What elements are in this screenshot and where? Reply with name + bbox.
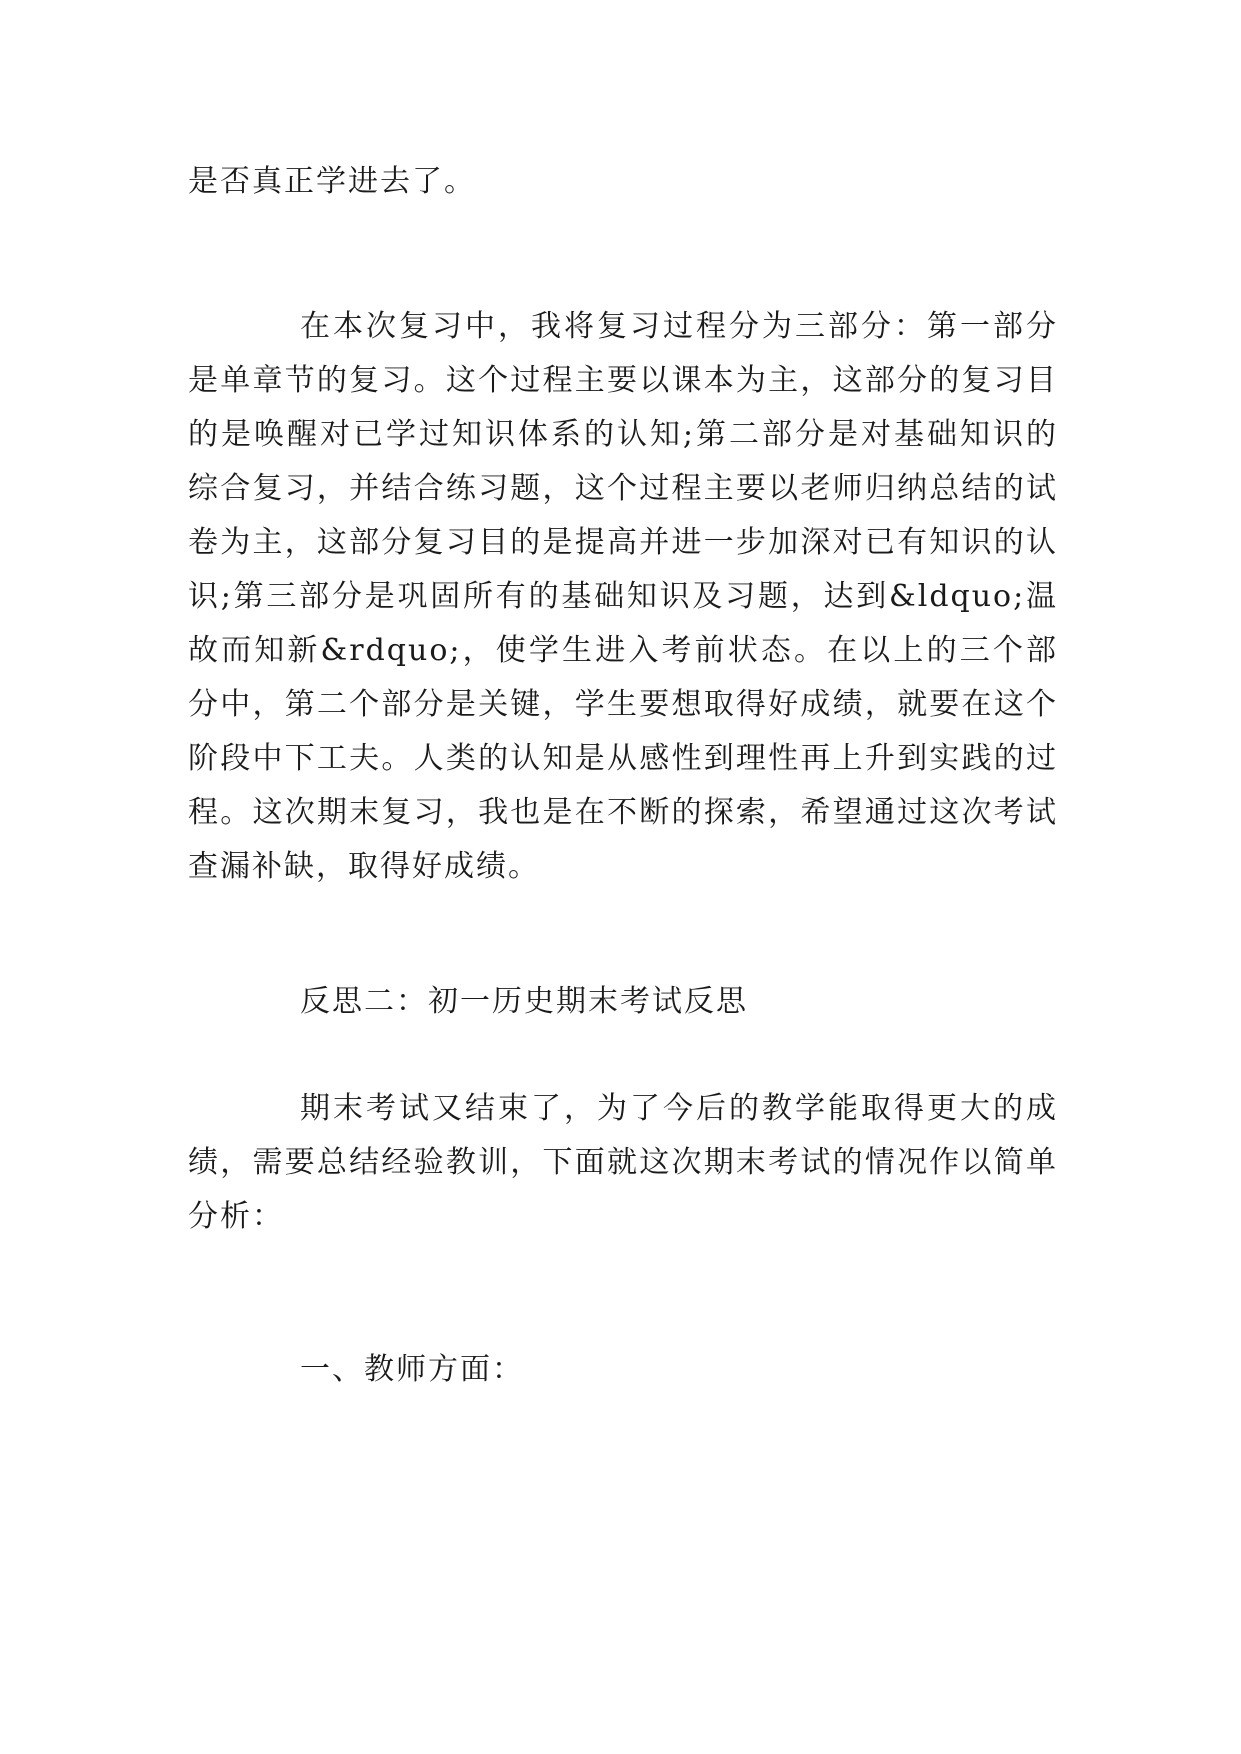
paragraph-continuation: 是否真正学进去了。 xyxy=(188,164,476,199)
subheading-teacher-aspect: 一、教师方面： xyxy=(300,1352,524,1387)
paragraph-review-process: 在本次复习中，我将复习过程分为三部分：第一部分是单章节的复习。这个过程主要以课本为主，这部分的复习目的是唤醒对已学过知识体系的认知;第二部分是对基础知识的综合复习，并结合练习题，这个过程主要以老师归纳总结的试卷为主，这部分复习目的是提高并进一步加深对已有知识的认识;第三部分是巩固所有的基础知识及习题，达到&ldquo;温故而知新&rdquo;，使学生进入考前状态。在以上的三个部分中，第二个部分是关键，学生要想取得好成绩，就要在这个阶段中下工夫。人类的认知是从感性到理性再上升到实践的过程。这次期末复习，我也是在不断的探索，希望通过这次考试查漏补缺，取得好成绩。 xyxy=(188,309,1058,884)
paragraph-exam-summary: 期末考试又结束了，为了今后的教学能取得更大的成绩，需要总结经验教训，下面就这次期末考试的情况作以简单分析： xyxy=(188,1091,1058,1234)
section-heading-reflection-two: 反思二：初一历史期末考试反思 xyxy=(300,984,748,1019)
